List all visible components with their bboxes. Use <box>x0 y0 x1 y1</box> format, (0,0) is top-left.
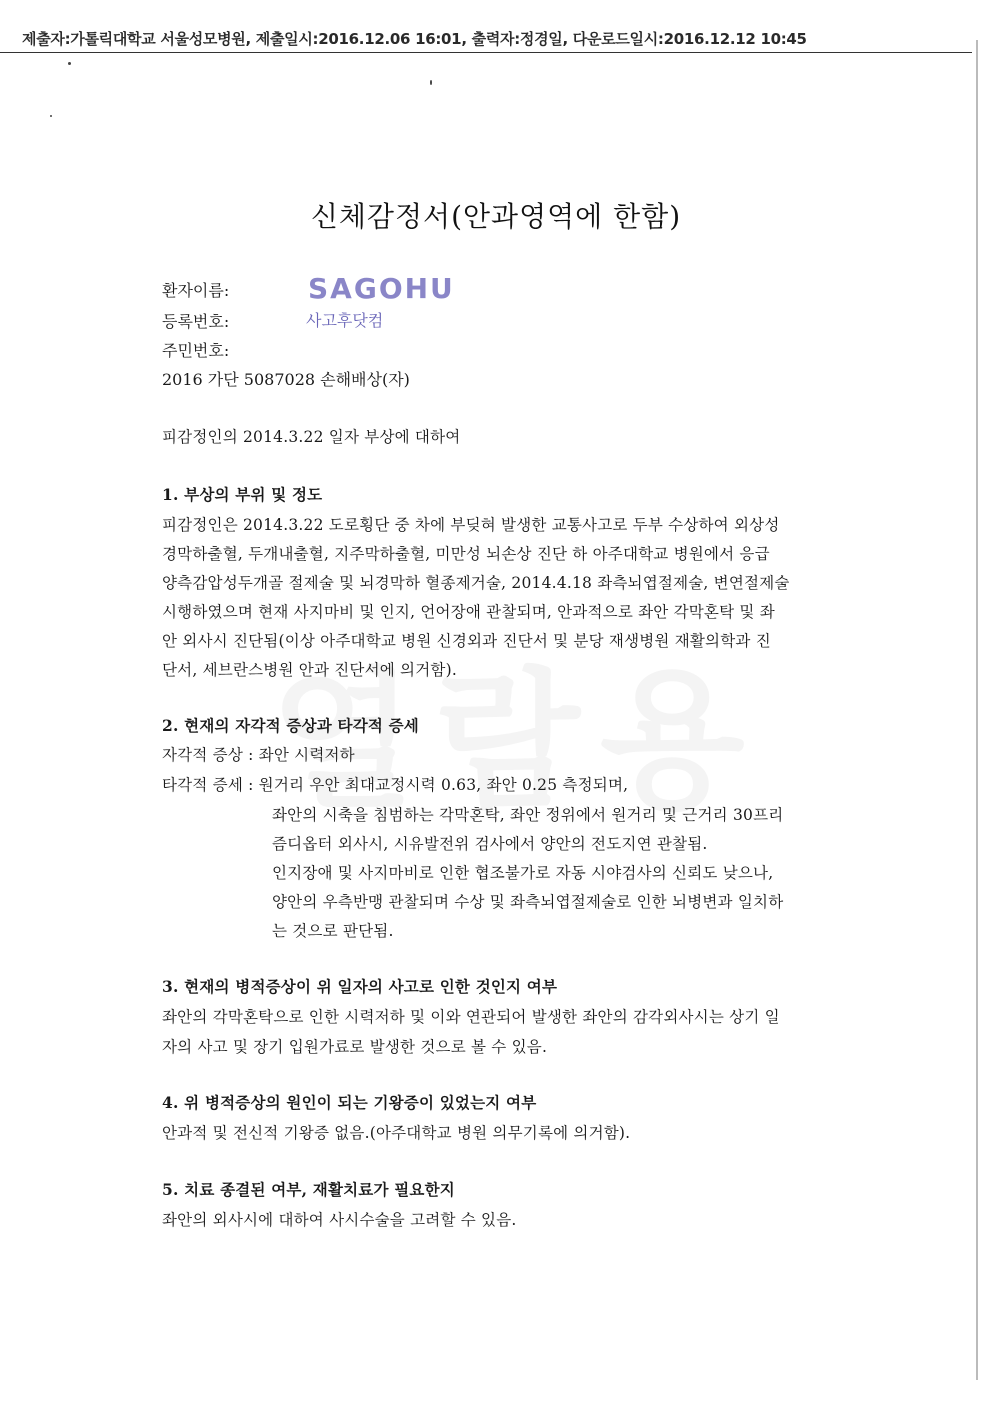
objective-finding-line: 양안의 우측반맹 관찰되며 수상 및 좌측뇌엽절제술로 인한 뇌병변과 일치하 <box>272 893 784 911</box>
registration-number-label: 등록번호: <box>162 312 230 331</box>
watermark-stamp-en: SAGOHU <box>308 272 455 305</box>
objective-finding-line: 는 것으로 판단됨. <box>272 922 394 940</box>
scan-speck <box>50 115 52 117</box>
section-1-line: 피감정인은 2014.3.22 도로횡단 중 차에 부딪혀 발생한 교통사고로 두부 수상하여 외상성 <box>162 516 780 534</box>
subjective-symptom: 자각적 증상 : 좌안 시력저하 <box>162 746 355 764</box>
section-1-line: 단서, 세브란스병원 안과 진단서에 의거함). <box>162 661 457 679</box>
section-3-line: 좌안의 각막혼탁으로 인한 시력저하 및 이와 연관되어 발생한 좌안의 감각외사시는 상기 일 <box>162 1008 780 1026</box>
case-number: 2016 가단 5087028 손해배상(자) <box>162 370 410 389</box>
section-1-line: 양측감압성두개골 절제술 및 뇌경막하 혈종제거술, 2014.4.18 좌측뇌엽절제술, 변연절제술 <box>162 574 790 592</box>
scan-edge-line <box>976 40 978 1380</box>
section-3-line: 자의 사고 및 장기 입원가료로 발생한 것으로 볼 수 있음. <box>162 1038 548 1056</box>
watermark-stamp-ko: 사고후닷컴 <box>306 311 384 330</box>
document-title: 신체감정서(안과영역에 한함) <box>310 200 682 233</box>
scan-speck <box>68 62 71 65</box>
section-4-line: 안과적 및 전신적 기왕증 없음.(아주대학교 병원 의무기록에 의거함). <box>162 1124 631 1142</box>
objective-finding-line: 인지장애 및 사지마비로 인한 협조불가로 자동 시야검사의 신뢰도 낮으나, <box>272 864 774 882</box>
section-1-line: 시행하였으며 현재 사지마비 및 인지, 언어장애 관찰되며, 안과적으로 좌안 각막혼탁 및 좌 <box>162 603 775 621</box>
objective-finding: 타각적 증세 : 원거리 우안 최대교정시력 0.63, 좌안 0.25 측정되며, <box>162 776 629 794</box>
section-5-line: 좌안의 외사시에 대하여 사시수술을 고려할 수 있음. <box>162 1211 517 1229</box>
objective-finding-line: 즘디옵터 외사시, 시유발전위 검사에서 양안의 전도지연 관찰됨. <box>272 835 708 853</box>
resident-number-label: 주민번호: <box>162 341 230 360</box>
section-4-heading: 4. 위 병적증상의 원인이 되는 기왕증이 있었는지 여부 <box>162 1093 537 1112</box>
intro-line: 피감정인의 2014.3.22 일자 부상에 대하여 <box>162 428 461 446</box>
objective-finding-line: 좌안의 시축을 침범하는 각막혼탁, 좌안 정위에서 원거리 및 근거리 30프리 <box>272 806 784 824</box>
scan-speck <box>430 80 432 85</box>
submission-header-text: 제출자:가톨릭대학교 서울성모병원, 제출일시:2016.12.06 16:01, 출력자:정경일, 다운로드일시:2016.12.12 10:45 <box>22 30 807 48</box>
section-3-heading: 3. 현재의 병적증상이 위 일자의 사고로 인한 것인지 여부 <box>162 977 558 996</box>
section-2-heading: 2. 현재의 자각적 증상과 타각적 증세 <box>162 716 419 735</box>
section-1-heading: 1. 부상의 부위 및 정도 <box>162 485 323 504</box>
submission-header <box>0 26 972 53</box>
section-1-line: 경막하출혈, 두개내출혈, 지주막하출혈, 미만성 뇌손상 진단 하 아주대학교 병원에서 응급 <box>162 545 770 563</box>
section-1-line: 안 외사시 진단됨(이상 아주대학교 병원 신경외과 진단서 및 분당 재생병원 재활의학과 진 <box>162 632 771 650</box>
patient-name-label: 환자이름: <box>162 281 230 300</box>
section-5-heading: 5. 치료 종결된 여부, 재활치료가 필요한지 <box>162 1180 455 1199</box>
